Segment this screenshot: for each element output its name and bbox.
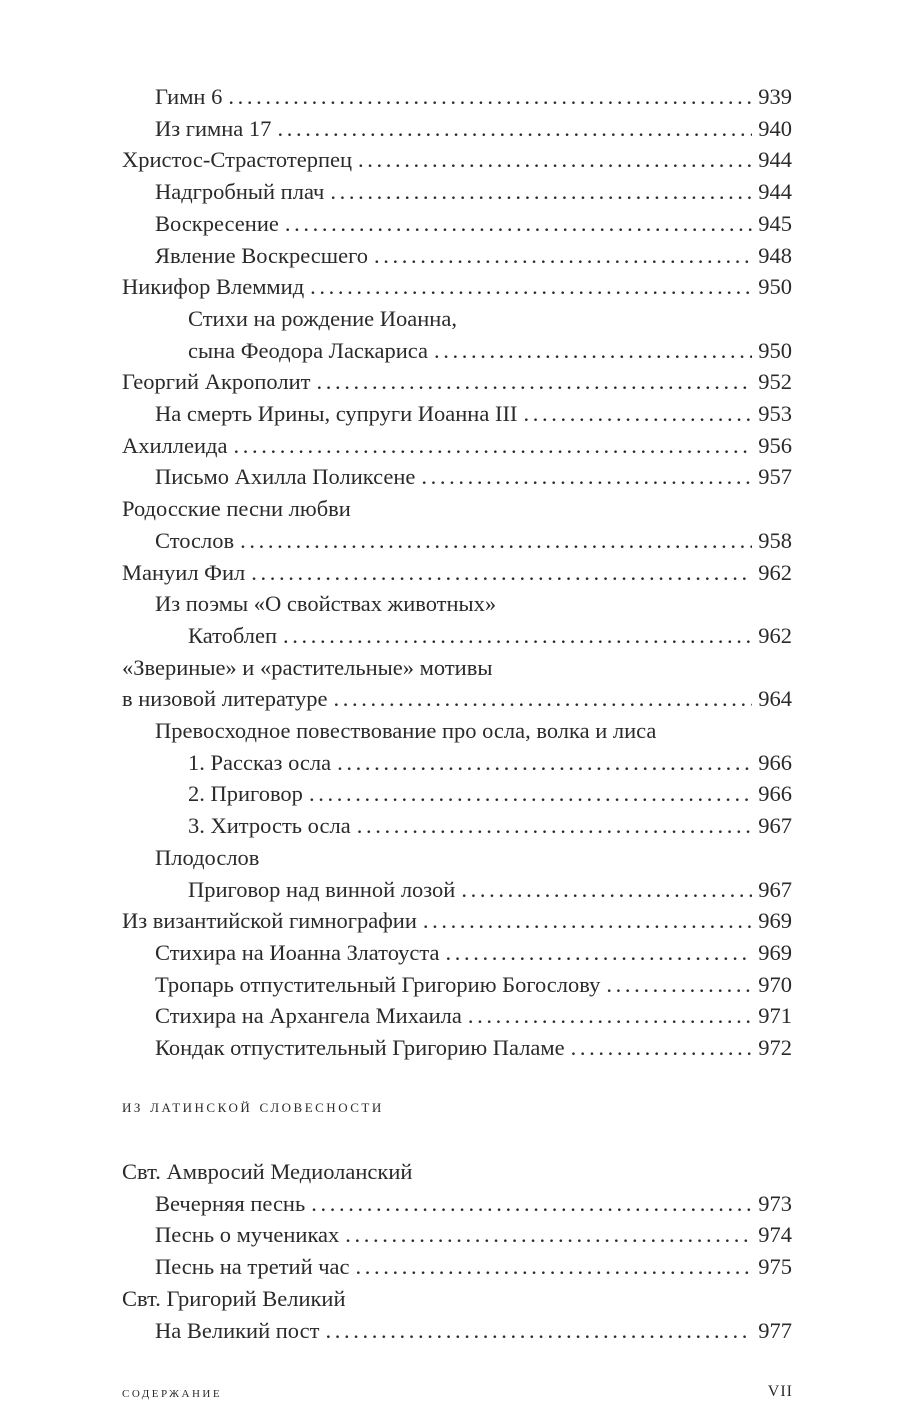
toc-entry [122,937,792,969]
toc-entry-page: 973 [758,1190,792,1216]
toc-entry [122,366,792,398]
dot-leader [374,240,752,272]
toc-entry [122,493,792,525]
toc-entry-title: Вечерняя песнь [155,1190,306,1216]
dot-leader [606,969,752,1001]
toc-entry [122,461,792,493]
toc-entry [122,1251,792,1283]
toc-entry [122,113,792,145]
dot-leader [358,144,752,176]
toc-entry [122,620,792,652]
toc-entry-title: Стихира на Иоанна Златоуста [155,939,440,965]
toc-entry [122,240,792,272]
toc-entry-page: 964 [758,686,792,712]
toc-entry-title: На смерть Ирины, супруги Иоанна III [155,401,518,426]
toc-entry [122,303,792,335]
toc-entry-page: 948 [758,242,792,268]
dot-leader [571,1032,753,1064]
toc-entry-title: Родосские песни любви [122,496,351,522]
toc-entry-title: 1. Рассказ осла [188,749,332,775]
toc-entry-page: 940 [758,115,792,141]
toc-entry [122,1315,792,1347]
toc-entry-title: Явление Воскресшего [155,242,368,268]
toc-entry [122,588,792,620]
running-footer-title: содержание [122,1385,223,1401]
toc-entry-title: Гимн 6 [155,84,223,109]
toc-entry-title: Превосходное повествование про осла, волка и лиса [155,718,657,743]
dot-leader [240,525,752,557]
toc-entry-title: Плодослов [155,844,260,870]
toc-entry-page: 966 [758,781,792,807]
page-number: VII [767,1383,793,1400]
toc-entry-title: Мануил Фил [122,559,246,585]
toc-entry-page: 975 [758,1254,792,1280]
dot-leader [325,1315,752,1347]
toc-entry [122,208,792,240]
toc-entry-page: 969 [758,939,792,965]
toc-entry-page: 962 [758,622,792,648]
toc-entry-page: 945 [758,210,792,236]
dot-leader [285,208,752,240]
toc-entry [122,683,792,715]
toc-entry-title: Письмо Ахилла Поликсене [155,464,416,490]
dot-leader [434,335,752,367]
toc-entry-page: 977 [758,1317,792,1343]
toc-entry [122,715,792,747]
toc-entry [122,525,792,557]
toc-entry-page: 944 [758,147,792,173]
toc-entry [122,144,792,176]
toc-entry [122,1219,792,1251]
toc-entry-title: Стослов [155,527,235,553]
dot-leader [228,81,752,113]
toc-entry-title: Песнь на третий час [155,1254,350,1280]
toc-entry [122,1156,792,1188]
toc-entry-title: Тропарь отпустительный Григорию Богослову [155,971,601,997]
toc-entry-title: Приговор над винной лозой [188,876,456,902]
toc-entry-title: Стихира на Архангела Михаила [155,1003,462,1029]
toc-entry-title: Свт. Амвросий Медиоланский [122,1159,413,1184]
toc-entry [122,1032,792,1064]
toc-entry-page: 956 [758,432,792,458]
toc-entry-title: Из гимна 17 [155,115,272,141]
dot-leader [468,1000,752,1032]
dot-leader [357,810,753,842]
toc-entry [122,747,792,779]
toc-entry-page: 939 [758,84,792,109]
dot-leader [337,747,752,779]
toc-entry-title: Стихи на рождение Иоанна, [188,305,457,331]
dot-leader [277,113,752,145]
toc-entry-title: Катоблеп [188,622,278,648]
toc-entry [122,176,792,208]
toc-entry-title: Воскресение [155,210,279,236]
toc-entry-page: 967 [758,813,792,839]
toc-entry-page: 944 [758,179,792,205]
toc-entry-page: 970 [758,971,792,997]
toc-entry-page: 972 [758,1035,792,1060]
toc-entry [122,874,792,906]
toc-entry-title: Свт. Григорий Великий [122,1285,346,1311]
dot-leader [523,398,752,430]
toc-entry-title: «Звериные» и «растительные» мотивы [122,654,493,680]
toc-entry [122,778,792,810]
toc-entry-title: Никифор Влеммид [122,274,305,300]
toc-entry-title: 2. Приговор [188,781,303,807]
toc-entry-title: На Великий пост [155,1317,320,1343]
toc-entry [122,969,792,1001]
toc-entry-title: Христос-Страстотерпец [122,147,353,173]
dot-leader [317,366,753,398]
toc-entry [122,842,792,874]
toc-entry-page: 950 [758,274,792,300]
toc-entry-page: 967 [758,876,792,902]
toc-entry-title: в низовой литературе [122,686,328,712]
toc-entry [122,430,792,462]
dot-leader [309,778,752,810]
dot-leader [310,271,752,303]
toc-entry-page: 958 [758,527,792,553]
section-heading: из латинской словесности [122,1096,384,1117]
dot-leader [330,176,752,208]
toc-entry-page: 957 [758,464,792,490]
dot-leader [356,1251,753,1283]
dot-leader [445,937,752,969]
toc-entry [122,1283,792,1315]
toc-entry-page: 974 [758,1222,792,1248]
toc-entry [122,398,792,430]
toc-entry [122,81,792,113]
toc-entry-page: 966 [758,749,792,775]
dot-leader [334,683,753,715]
toc-entry-title: Из византийской гимнографии [122,908,417,934]
dot-leader [311,1188,752,1220]
toc-entry-page: 962 [758,559,792,585]
toc-entry-title: Песнь о мучениках [155,1222,340,1248]
dot-leader [345,1219,752,1251]
toc-entry-title: Надгробный плач [155,179,325,205]
toc-entry [122,1188,792,1220]
dot-leader [233,430,752,462]
toc-entry [122,810,792,842]
dot-leader [251,557,752,589]
toc-entry-title: Ахиллеида [122,432,228,458]
toc-entry-page: 969 [758,908,792,934]
toc-entry-page: 971 [758,1003,792,1029]
toc-entry-page: 950 [758,337,792,363]
dot-leader [421,461,752,493]
toc-entry-page: 952 [758,369,792,395]
toc-entry-title: 3. Хитрость осла [188,813,351,839]
toc-entry-title: Георгий Акрополит [122,369,311,395]
dot-leader [423,905,752,937]
toc-entry-title: Кондак отпустительный Григорию Паламе [155,1035,565,1060]
toc-entry [122,652,792,684]
toc-entry-title: сына Феодора Ласкариса [188,337,429,363]
toc-entry [122,335,792,367]
toc-entry [122,905,792,937]
toc-entry [122,271,792,303]
toc-entry-page: 953 [758,401,792,426]
toc-entry [122,1000,792,1032]
dot-leader [283,620,752,652]
toc-entry-title: Из поэмы «О свойствах животных» [155,591,497,617]
toc-entry [122,557,792,589]
dot-leader [461,874,752,906]
